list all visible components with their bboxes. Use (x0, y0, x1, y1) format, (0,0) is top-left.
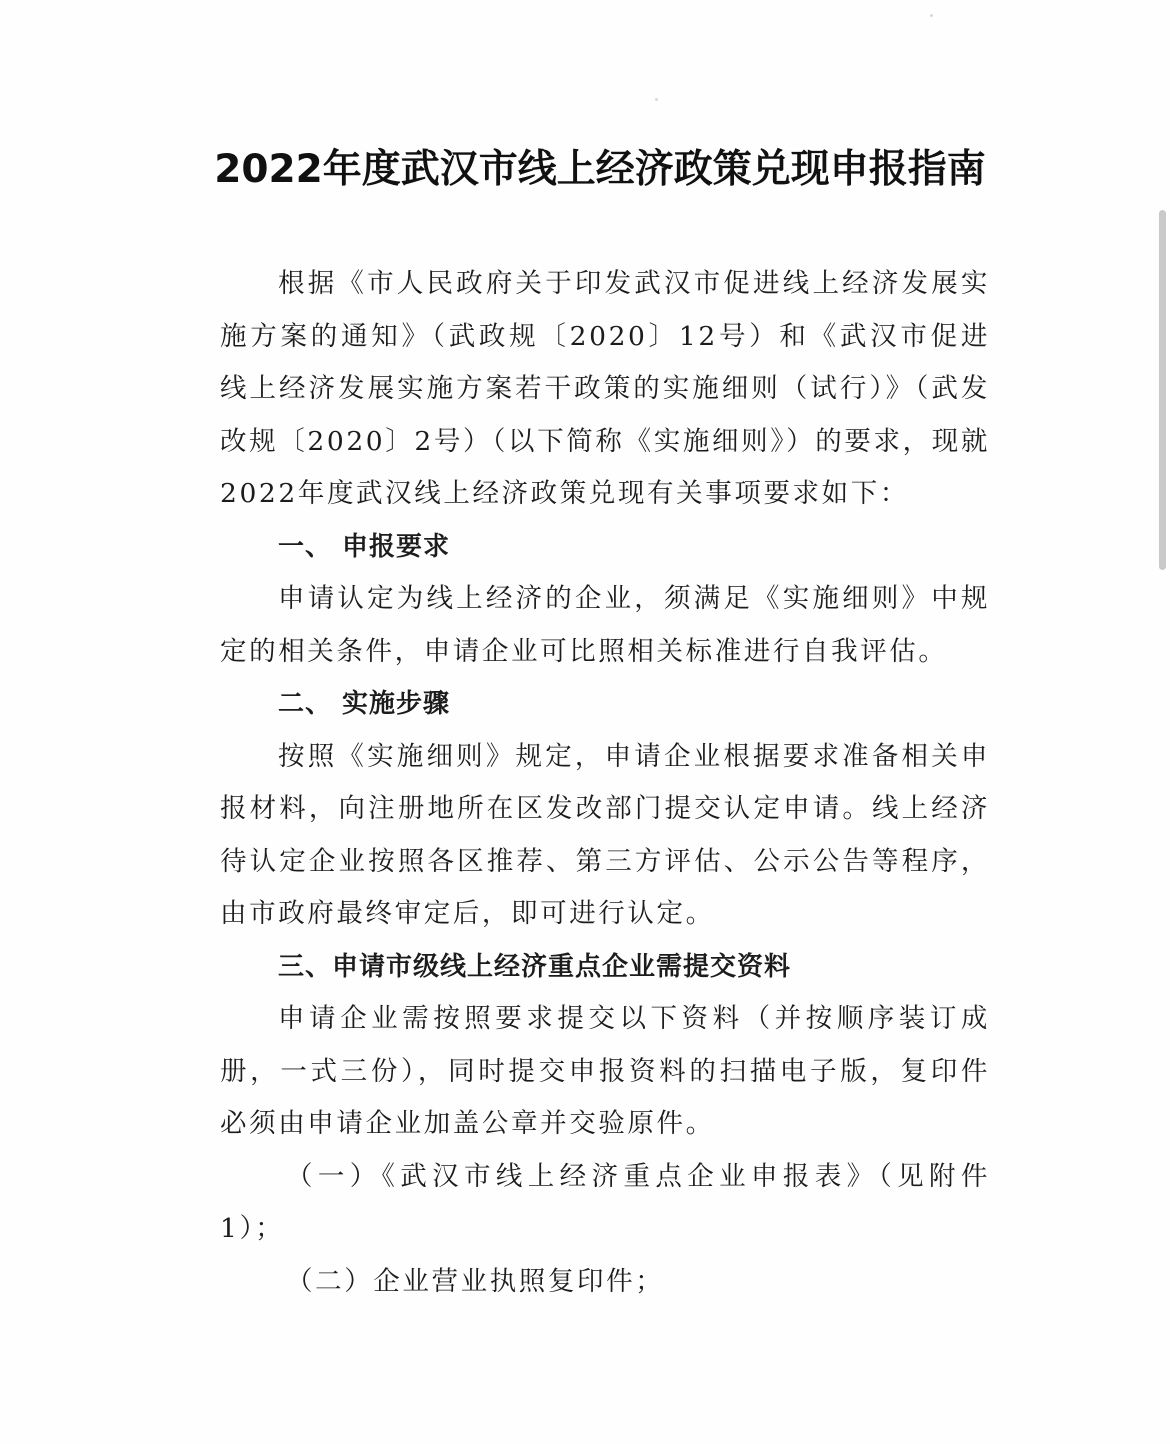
vertical-scrollbar[interactable] (1159, 210, 1166, 570)
scan-speck (655, 98, 658, 101)
list-item-1: （一）《武汉市线上经济重点企业申报表》（见附件1）； (220, 1160, 990, 1244)
section-heading-2: 二、 实施步骤 (278, 689, 451, 719)
document-title: 2022年度武汉市线上经济政策兑现申报指南 (214, 147, 986, 192)
document-body (220, 258, 990, 1308)
intro-paragraph: 根据《市人民政府关于印发武汉市促进线上经济发展实施方案的通知》（武政规〔2020〕12号）和《武汉市促进线上经济发展实施方案若干政策的实施细则（试行）》（武发改规〔2020〕2号）（以下简称《实施细则》）的要求，现就2022年度武汉线上经济政策兑现有关事项要求如下： (220, 268, 990, 509)
section-heading-1: 一、 申报要求 (278, 531, 451, 562)
section-paragraph-1: 申请认定为线上经济的企业，须满足《实施细则》中规定的相关条件，申请企业可比照相关标准进行自我评估。 (220, 583, 990, 667)
section-paragraph-2: 按照《实施细则》规定，申请企业根据要求准备相关申报材料，向注册地所在区发改部门提交认定申请。线上经济待认定企业按照各区推荐、第三方评估、公示公告等程序，由市政府最终审定后，即可进行认定。 (220, 740, 990, 929)
section-heading-3: 三、申请市级线上经济重点企业需提交资料 (278, 951, 792, 982)
section-paragraph-3: 申请企业需按照要求提交以下资料（并按顺序装订成册，一式三份），同时提交申报资料的扫描电子版，复印件必须由申请企业加盖公章并交验原件。 (220, 1003, 990, 1139)
scan-speck (930, 14, 933, 17)
list-item-2: （二）企业营业执照复印件； (286, 1265, 665, 1297)
